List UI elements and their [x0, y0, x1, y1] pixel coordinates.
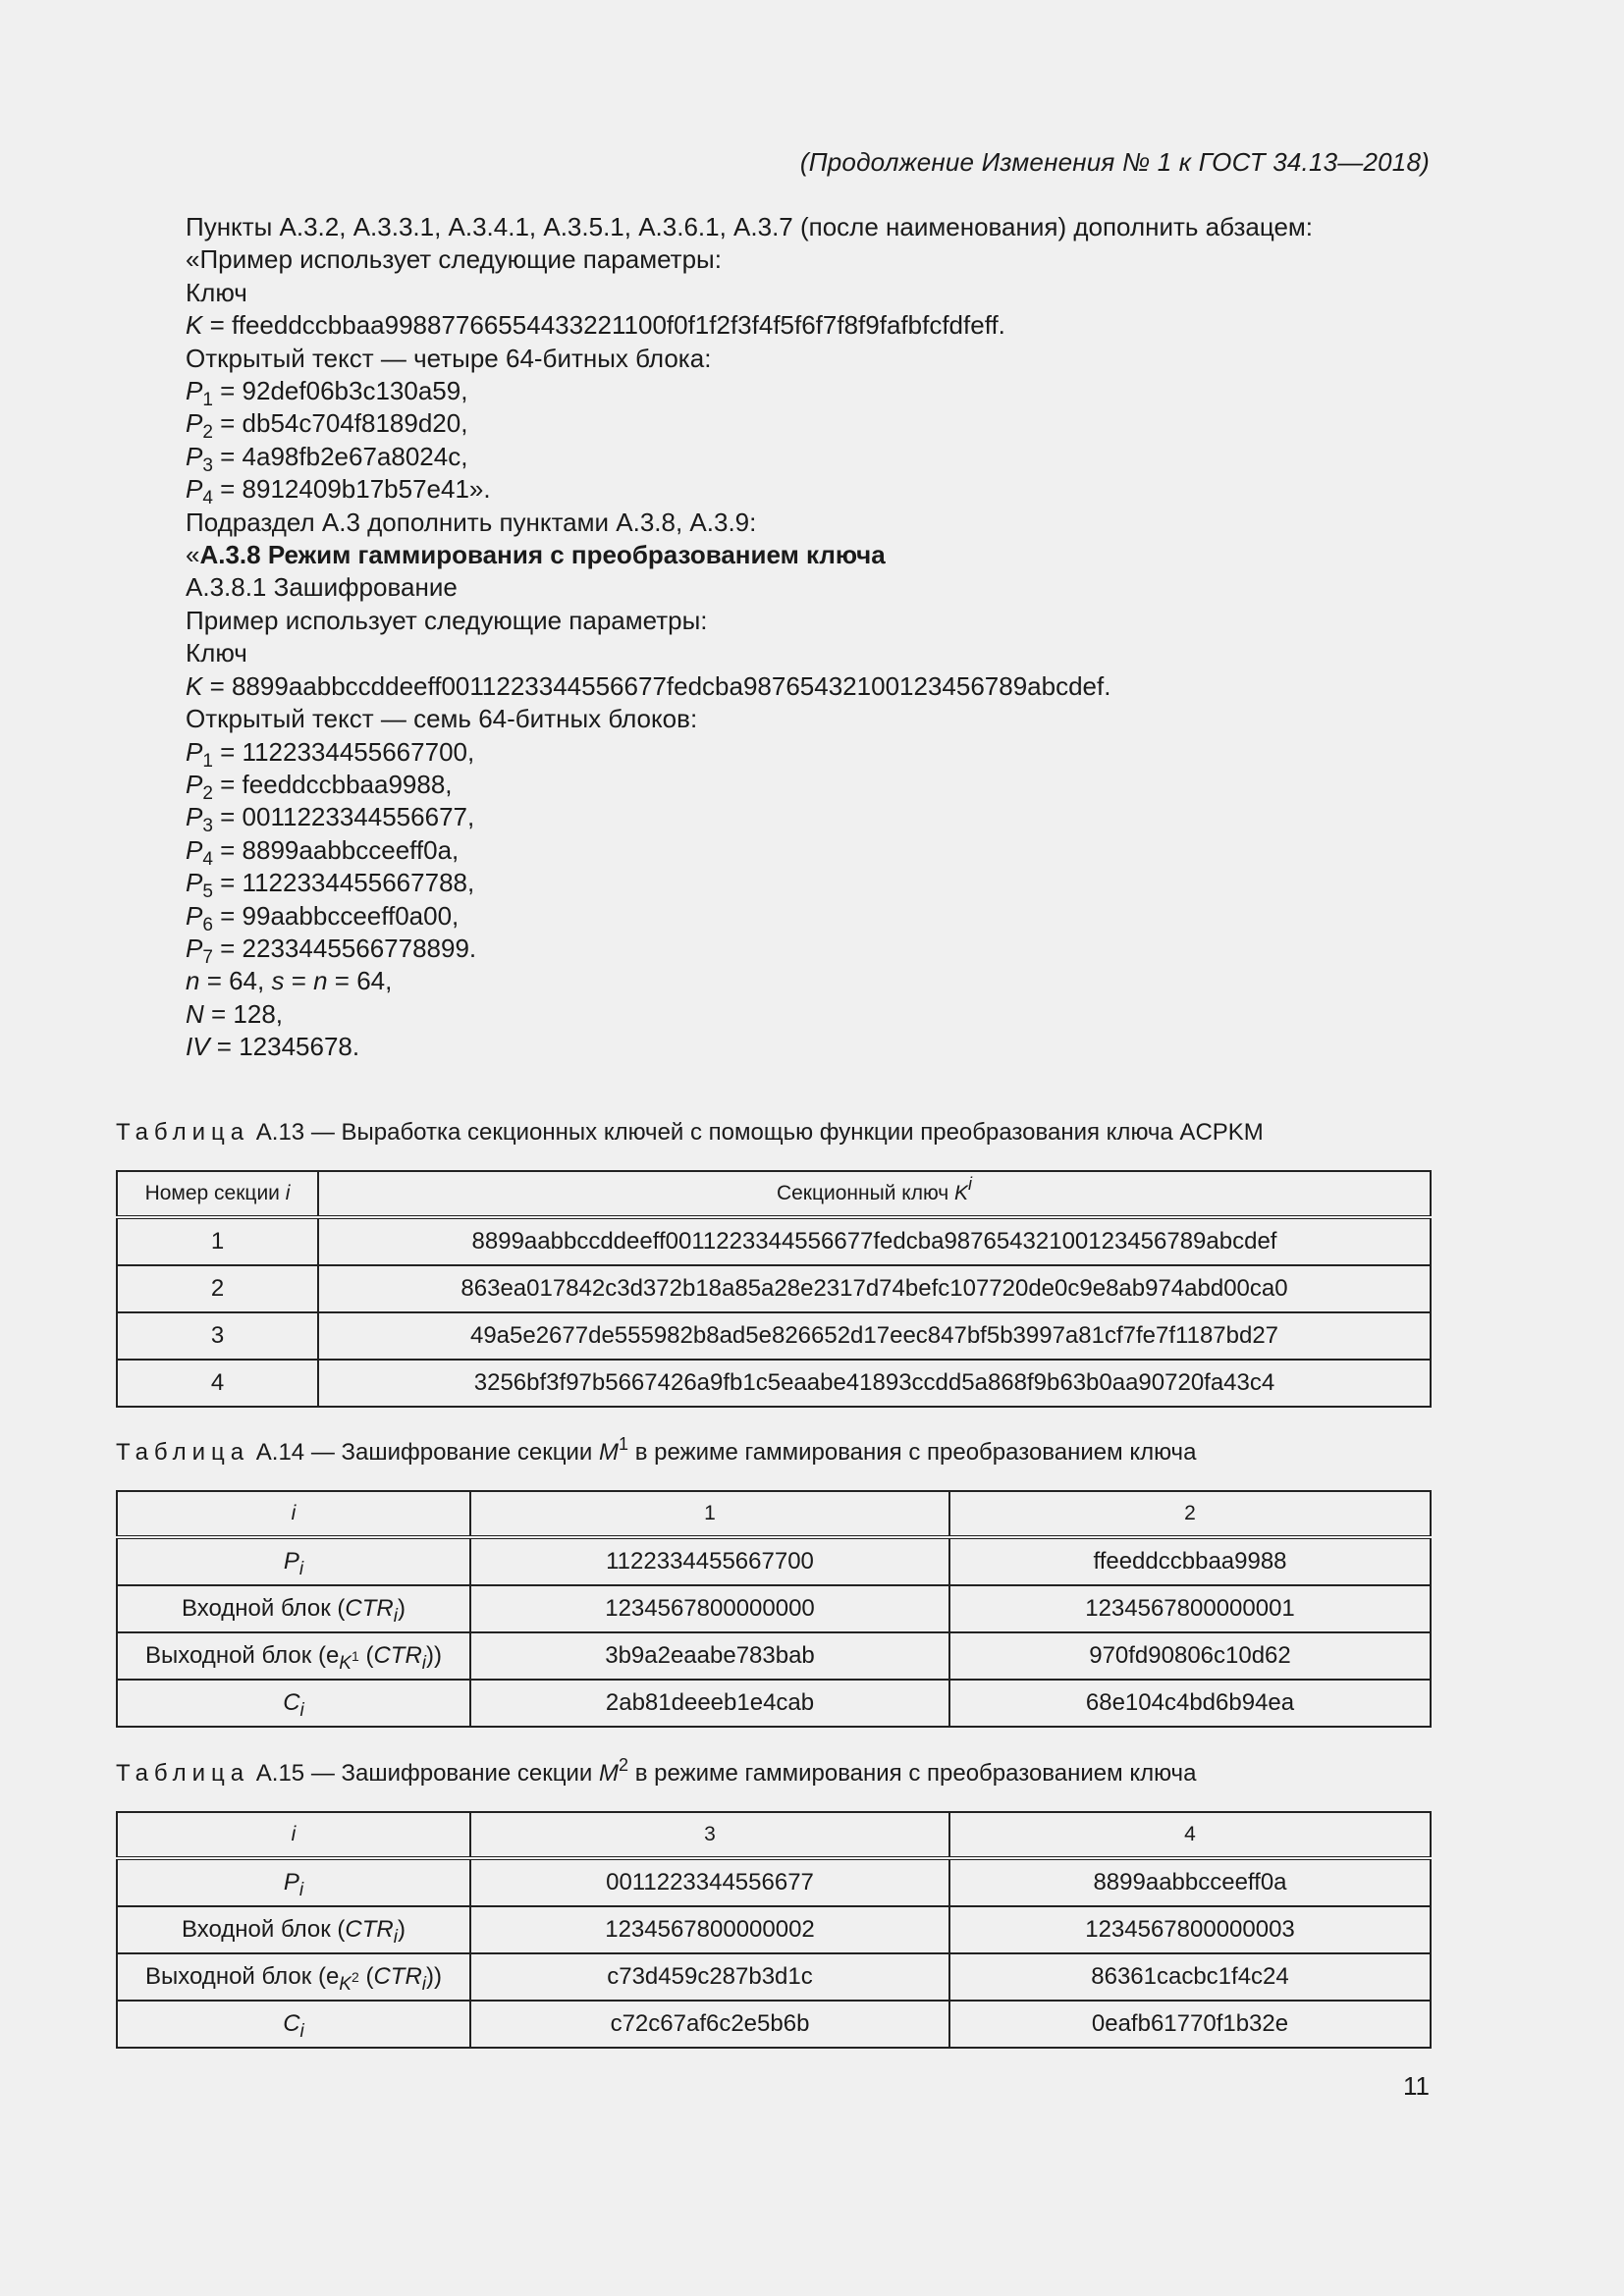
plaintext-block	[186, 801, 1433, 837]
section-heading	[186, 539, 1433, 571]
table-row	[117, 1360, 1431, 1407]
var-i: i	[393, 1927, 398, 1948]
caption-label: Таблица	[116, 1439, 250, 1466]
row-label	[117, 1585, 470, 1632]
row-label	[117, 1680, 470, 1727]
param-value: = 64,	[199, 966, 272, 996]
var-p: P	[186, 441, 203, 471]
subscript-i	[300, 1700, 304, 1721]
var-n: n	[313, 966, 328, 996]
table-row	[117, 1217, 1431, 1265]
table-cell: 8899aabbcceeff0a	[949, 1858, 1431, 1906]
plaintext-block	[186, 769, 1433, 804]
key-line-1	[186, 309, 1433, 342]
table-row-input	[117, 1906, 1431, 1953]
block-value: = 8899aabbcceeff0a,	[212, 834, 460, 865]
param-eq: =	[284, 966, 314, 996]
label-text: ))	[426, 1963, 442, 1990]
label-text: Выходной блок (e	[145, 1963, 340, 1990]
table-row	[117, 1312, 1431, 1360]
subscript-key	[339, 1969, 359, 1995]
table-row-output	[117, 1632, 1431, 1680]
col-header-key	[318, 1171, 1431, 1217]
key-value: = ffeeddccbbaa99887766554433221100f0f1f2f3f4f5f6f7f8f9fafbfcfdfeff.	[202, 310, 1005, 341]
plaintext-block	[186, 407, 1433, 444]
label-text: )	[397, 1595, 406, 1622]
superscript: 2	[351, 1969, 359, 1985]
table-header-row	[117, 1812, 1431, 1858]
var-k: K	[186, 670, 203, 701]
var-n: n	[186, 966, 200, 996]
cell-section: 1	[117, 1217, 318, 1265]
col-header-3: 3	[470, 1812, 949, 1858]
table-cell: 2ab81deeeb1e4cab	[470, 1680, 949, 1727]
table-header-row	[117, 1171, 1431, 1217]
block-value: = 1122334455667788,	[212, 868, 475, 898]
var-m: M	[599, 1760, 620, 1787]
cell-key: 863ea017842c3d372b18a85a28e2317d74befc107720de0c9e8ab974abd00ca0	[318, 1265, 1431, 1312]
table-header-row	[117, 1491, 1431, 1537]
caption-label: Таблица	[116, 1760, 250, 1787]
table-cell: 0011223344556677	[470, 1858, 949, 1906]
row-label	[117, 1632, 470, 1680]
plaintext-block	[186, 441, 1433, 476]
var-i: i	[298, 1880, 304, 1900]
key-line-2	[186, 670, 1433, 703]
plaintext-block	[186, 736, 1433, 772]
param-value: = 12345678.	[209, 1032, 360, 1062]
row-label	[117, 1537, 470, 1585]
table-row-plaintext	[117, 1537, 1431, 1585]
text-line: Ключ	[186, 277, 247, 307]
var-p: P	[186, 802, 203, 832]
page-number: 11	[1403, 2071, 1430, 2101]
row-label	[117, 1953, 470, 2001]
var-ctr: CTR	[345, 1595, 394, 1622]
block-value: = feeddccbbaa9988,	[212, 769, 453, 799]
subscript: 1	[202, 750, 213, 772]
subscript-i	[299, 1880, 303, 1900]
var-p: P	[283, 1548, 299, 1575]
table-a15	[116, 1811, 1432, 2049]
var-p: P	[283, 1869, 299, 1896]
text-line: Подраздел А.3 дополнить пунктами А.3.8, А.3.9:	[186, 507, 757, 537]
superscript: 1	[619, 1434, 629, 1454]
param-value: = 64,	[327, 966, 393, 996]
table-cell: 3b9a2eaabe783bab	[470, 1632, 949, 1680]
subscript-i	[299, 1559, 303, 1579]
table-row-output	[117, 1953, 1431, 2001]
var-i: i	[968, 1174, 973, 1194]
var-s: s	[271, 966, 285, 996]
var-i: i	[393, 1606, 398, 1627]
subsection-heading: А.3.8.1 Зашифрование	[186, 572, 458, 603]
superscript-i	[968, 1174, 972, 1194]
cell-section: 2	[117, 1265, 318, 1312]
label-text: )	[397, 1916, 406, 1943]
table-cell: 1234567800000000	[470, 1585, 949, 1632]
table-row-plaintext	[117, 1858, 1431, 1906]
var-i: i	[291, 1823, 297, 1845]
label-text: (	[358, 1963, 374, 1990]
var-p: P	[186, 408, 203, 439]
subscript: 7	[202, 946, 213, 968]
subscript-i	[300, 2021, 304, 2042]
table-cell: 1122334455667700	[470, 1537, 949, 1585]
quote-mark: «	[186, 540, 200, 570]
subscript: 6	[202, 914, 213, 935]
table-cell: ffeeddccbbaa9988	[949, 1537, 1431, 1585]
label-text: Входной блок (	[182, 1916, 346, 1943]
plaintext-block	[186, 933, 1433, 968]
table13-caption	[116, 1119, 1264, 1147]
table-row-ciphertext	[117, 1680, 1431, 1727]
var-iv: IV	[186, 1032, 210, 1062]
block-value: = 1122334455667700,	[212, 736, 475, 767]
table-a14	[116, 1490, 1432, 1728]
caption-text: в режиме гаммирования с преобразованием ключа	[628, 1439, 1197, 1466]
subscript: 2	[202, 422, 213, 444]
block-value: = 2233445566778899.	[212, 933, 477, 963]
cell-key: 3256bf3f97b5667426a9fb1c5eaabe41893ccdd5a868f9b63b0aa90720fa43c4	[318, 1360, 1431, 1407]
var-p: P	[186, 868, 203, 898]
var-m: M	[599, 1439, 620, 1466]
var-p: P	[186, 736, 203, 767]
col-header-i	[117, 1812, 470, 1858]
table-cell: c72c67af6c2e5b6b	[470, 2001, 949, 2048]
table-cell: 86361cacbc1f4c24	[949, 1953, 1431, 2001]
key-value: = 8899aabbccddeeff0011223344556677fedcba98765432100123456789abcdef.	[202, 670, 1111, 701]
table-cell: 1234567800000003	[949, 1906, 1431, 1953]
block-value: = db54c704f8189d20,	[212, 408, 468, 439]
var-i: i	[285, 1182, 291, 1204]
var-i: i	[421, 1974, 427, 1995]
block-value: = 92def06b3c130a59,	[212, 376, 468, 406]
label-text: ))	[426, 1642, 442, 1669]
var-p: P	[186, 900, 203, 931]
table-cell: 970fd90806c10d62	[949, 1632, 1431, 1680]
header-text: Номер секции	[144, 1182, 286, 1204]
col-header-i	[117, 1491, 470, 1537]
table-cell: 1234567800000001	[949, 1585, 1431, 1632]
var-i: i	[298, 1559, 304, 1579]
row-label	[117, 2001, 470, 2048]
var-c: C	[283, 2010, 300, 2037]
table-cell: c73d459c287b3d1c	[470, 1953, 949, 2001]
caption-label: Таблица	[116, 1119, 250, 1146]
var-i: i	[421, 1653, 427, 1674]
var-p: P	[186, 834, 203, 865]
caption-text: в режиме гаммирования с преобразованием ключа	[628, 1760, 1197, 1787]
table15-caption	[116, 1755, 1197, 1788]
subscript: 3	[202, 816, 213, 837]
param-line-IV	[186, 1031, 1433, 1063]
subscript: 1	[202, 390, 213, 411]
row-label	[117, 1858, 470, 1906]
header-text: Секционный ключ	[776, 1182, 955, 1204]
table-cell: 0eafb61770f1b32e	[949, 2001, 1431, 2048]
block-value: = 0011223344556677,	[212, 802, 475, 832]
superscript: 2	[619, 1755, 629, 1775]
col-header-section	[117, 1171, 318, 1217]
cell-key: 8899aabbccddeeff0011223344556677fedcba98765432100123456789abcdef	[318, 1217, 1431, 1265]
subscript: 5	[202, 881, 213, 903]
label-text: Выходной блок (e	[145, 1642, 340, 1669]
document-header: (Продолжение Изменения № 1 к ГОСТ 34.13—2018)	[799, 147, 1430, 177]
param-line-N	[186, 998, 1433, 1031]
block-value: = 99aabbcceeff0a00,	[212, 900, 460, 931]
plaintext-block	[186, 867, 1433, 903]
subscript: 4	[202, 848, 213, 870]
label-text: Входной блок (	[182, 1595, 346, 1622]
table-row	[117, 1265, 1431, 1312]
main-text	[186, 211, 1433, 1064]
col-header-4: 4	[949, 1812, 1431, 1858]
caption-text: А.14 — Зашифрование секции	[249, 1439, 600, 1466]
plaintext-block	[186, 375, 1433, 411]
table-cell: 1234567800000002	[470, 1906, 949, 1953]
text-line: Открытый текст — семь 64-битных блоков:	[186, 704, 698, 734]
var-k: K	[339, 1653, 352, 1674]
table-row-ciphertext	[117, 2001, 1431, 2048]
block-value: = 8912409b17b57e41».	[212, 474, 491, 505]
plaintext-block	[186, 900, 1433, 933]
var-k: K	[339, 1974, 352, 1995]
cell-key: 49a5e2677de555982b8ad5e826652d17eec847bf5b3997a81cf7fe7f1187bd27	[318, 1312, 1431, 1360]
text-line: «Пример использует следующие параметры:	[186, 244, 722, 275]
text-line: Пункты А.3.2, А.3.3.1, А.3.4.1, А.3.5.1, А.3.6.1, А.3.7 (после наименования) дополнить абзацем:	[186, 212, 1313, 241]
param-line-n	[186, 965, 1433, 997]
caption-text: А.15 — Зашифрование секции	[249, 1760, 600, 1787]
cell-section: 3	[117, 1312, 318, 1360]
table14-caption	[116, 1434, 1197, 1467]
var-p: P	[186, 769, 203, 799]
block-value: = 4a98fb2e67a8024c,	[212, 441, 468, 471]
subscript: 2	[202, 782, 213, 804]
caption-text: А.13 — Выработка секционных ключей с помощью функции преобразования ключа ACPKM	[249, 1119, 1264, 1146]
col-header-2: 2	[949, 1491, 1431, 1537]
label-text: (	[358, 1642, 374, 1669]
table-a13	[116, 1170, 1432, 1408]
var-ctr: CTR	[373, 1642, 422, 1669]
plaintext-block	[186, 834, 1433, 870]
section-title: А.3.8 Режим гаммирования с преобразованием ключа	[199, 540, 886, 570]
var-c: C	[283, 1689, 300, 1716]
var-i: i	[291, 1502, 297, 1524]
var-ctr: CTR	[345, 1916, 394, 1943]
var-N: N	[186, 998, 204, 1029]
var-i: i	[299, 1700, 304, 1721]
plaintext-block	[186, 473, 1433, 509]
var-p: P	[186, 933, 203, 963]
subscript-key	[339, 1648, 359, 1674]
var-p: P	[186, 474, 203, 505]
text-line: Пример использует следующие параметры:	[186, 605, 708, 635]
row-label	[117, 1906, 470, 1953]
var-ctr: CTR	[373, 1963, 422, 1990]
subscript: 3	[202, 454, 213, 476]
subscript: 4	[202, 488, 213, 509]
table-row-input	[117, 1585, 1431, 1632]
text-line: Открытый текст — четыре 64-битных блока:	[186, 343, 712, 373]
table-cell: 68e104c4bd6b94ea	[949, 1680, 1431, 1727]
var-i: i	[299, 2021, 304, 2042]
param-value: = 128,	[203, 998, 284, 1029]
superscript: 1	[351, 1648, 359, 1664]
var-k: K	[954, 1182, 969, 1204]
text-line: Ключ	[186, 638, 247, 668]
cell-section: 4	[117, 1360, 318, 1407]
var-k: K	[186, 310, 203, 341]
col-header-1: 1	[470, 1491, 949, 1537]
var-p: P	[186, 376, 203, 406]
